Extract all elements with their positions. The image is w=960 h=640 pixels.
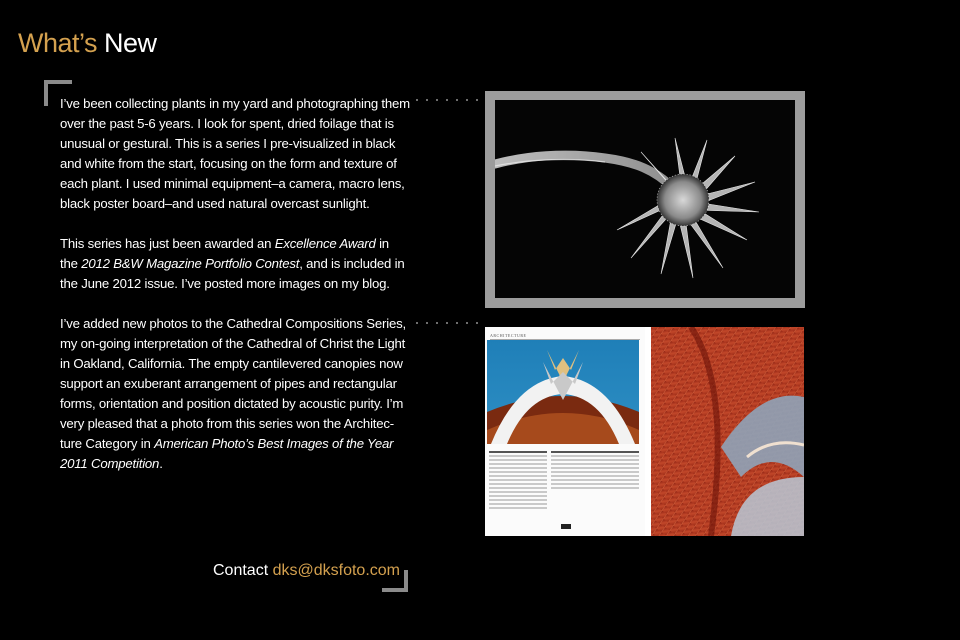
- canopy-illustration: [487, 340, 639, 444]
- cathedral-canopy-image: [487, 340, 639, 444]
- body-text: [60, 94, 410, 494]
- contact-email-link[interactable]: dks@dksfoto.com: [272, 562, 400, 579]
- magazine-page-button: [561, 524, 571, 529]
- paragraph-plants: I’ve been collecting plants in my yard and photographing them over the past 5-6 years. I look for spent, dried foilage that is unusual or gestural. This is a series I pre-visualized in black and white from the start, focusing on the form and texture of each plant. I used minimal equipment–a camera, macro lens, black poster board–and used natural overcast sunlight.: [60, 96, 410, 211]
- cathedral-text-2: .: [159, 456, 163, 471]
- magazine-spread-photo[interactable]: [485, 327, 804, 536]
- dotted-leader-2: [412, 322, 478, 324]
- page-title: [18, 28, 157, 59]
- magazine-text-column-2: [551, 451, 639, 491]
- plant-photo-image: [495, 100, 795, 298]
- contest-name: 2012 B&W Magazine Portfolio Contest: [81, 256, 300, 271]
- magazine-left-page: [485, 327, 645, 536]
- plant-photo[interactable]: [485, 91, 805, 308]
- award-text-1: This series has just been awarded an: [60, 236, 275, 251]
- paragraph-cathedral: [60, 314, 410, 474]
- magazine-section-header: ARCHITECTURE: [490, 333, 527, 338]
- cathedral-interior-illustration: [651, 327, 804, 536]
- competition-name: American Photo’s Best Images of the Year 2011 Competition: [60, 436, 394, 471]
- title-rest: New: [104, 28, 157, 58]
- paragraph-award: [60, 234, 410, 294]
- award-text-3: , and is included in the June 2012 issue. I’ve posted more images on my blog.: [60, 256, 405, 291]
- cathedral-interior-image: [651, 327, 804, 536]
- magazine-text-column-1: [489, 451, 547, 511]
- dried-flower-image: [495, 100, 795, 298]
- contact-line: [213, 562, 400, 580]
- award-name: Excellence Award: [274, 236, 376, 251]
- cathedral-text-1: I’ve added new photos to the Cathedral Compositions Series, my on-going interpretation of the Cathedral of Christ the Light in Oakland, California. The empty cantilevered canopies now support an exuberant arrangement of pipes and rectangular forms, orientation and position dictated by acoustic purity. I’m very pleased that a photo from this series won the Architec-ture Category in: [60, 316, 406, 451]
- award-text-2: in the: [60, 236, 389, 271]
- contact-label: Contact: [213, 562, 273, 579]
- dotted-leader-1: [412, 99, 478, 101]
- title-accent: What’s: [18, 28, 98, 58]
- corner-bracket-bottom-right: [382, 570, 408, 592]
